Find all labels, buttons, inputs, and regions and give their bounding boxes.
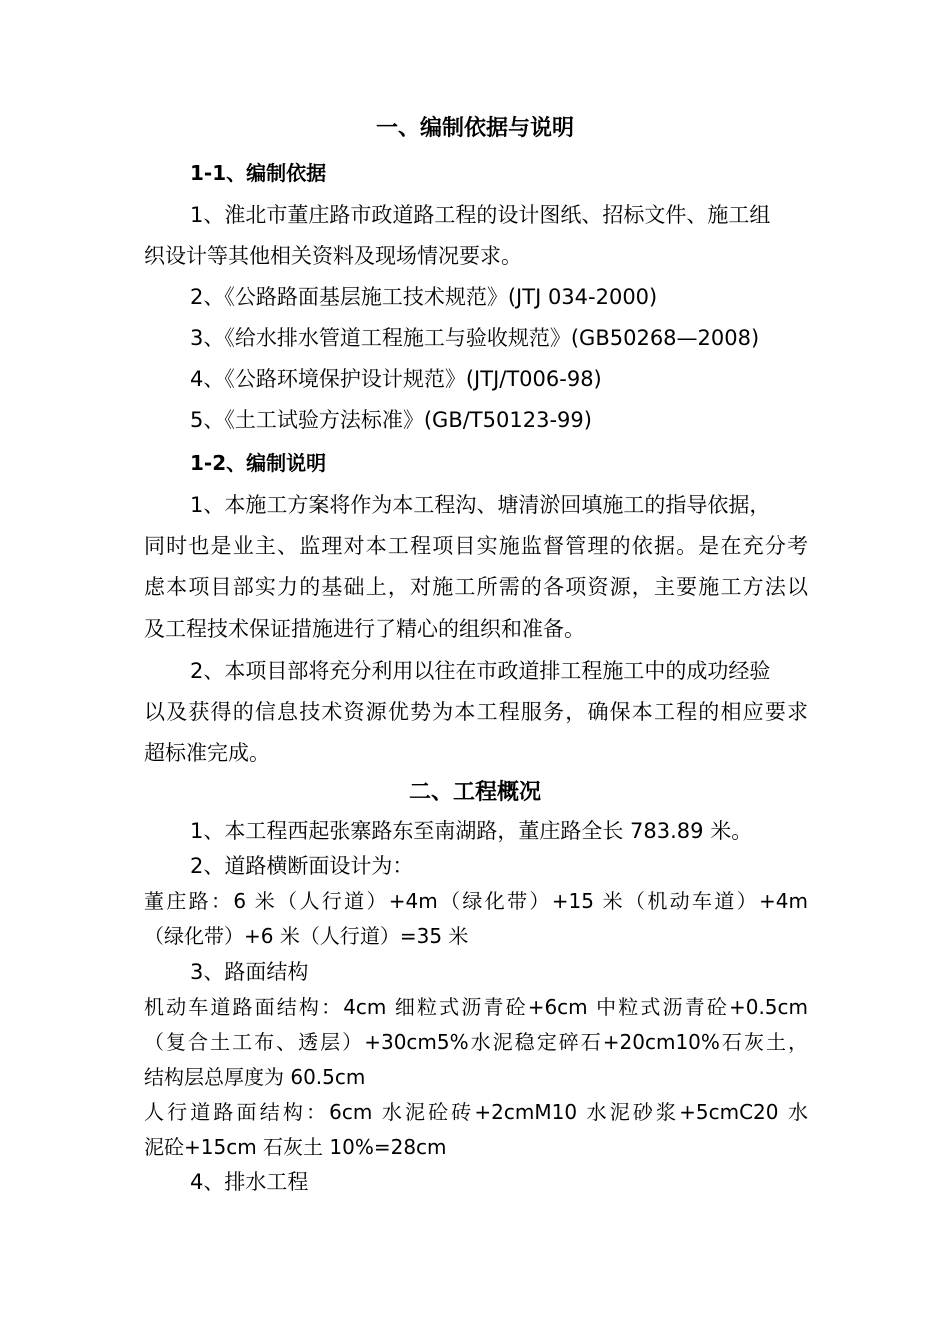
road-structure-line-2: （复合土工布、透层）+30cm5%水泥稳定碎石+20cm10%石灰土，: [144, 1030, 808, 1054]
note-2-line-1: 2、本项目部将充分利用以往在市政道排工程施工中的成功经验: [190, 659, 771, 683]
cross-section-line-1: 董庄路：6 米（人行道）+4m（绿化带）+15 米（机动车道）+4m: [144, 889, 808, 913]
overview-item-2: 2、道路横断面设计为：: [190, 854, 414, 878]
subheading-basis: 1-1、编制依据: [190, 161, 327, 185]
basis-item-3: 3、《给水排水管道工程施工与验收规范》(GB50268—2008): [190, 326, 760, 350]
note-1-line-2: 同时也是业主、监理对本工程项目实施监督管理的依据。是在充分考: [144, 534, 808, 558]
sidewalk-structure-line-2: 泥砼+15cm 石灰土 10%=28cm: [144, 1135, 447, 1159]
sidewalk-structure-line-1: 人行道路面结构：6cm 水泥砼砖+2cmM10 水泥砂浆+5cmC20 水: [144, 1100, 808, 1124]
basis-item-1-line-1: 1、淮北市董庄路市政道路工程的设计图纸、招标文件、施工组: [190, 203, 771, 227]
overview-item-4: 4、排水工程: [190, 1170, 309, 1194]
basis-item-2: 2、《公路路面基层施工技术规范》(JTJ 034-2000): [190, 285, 658, 309]
road-structure-line-3: 结构层总厚度为 60.5cm: [144, 1065, 366, 1089]
note-1-line-3: 虑本项目部实力的基础上，对施工所需的各项资源，主要施工方法以: [144, 575, 808, 599]
cross-section-line-2: （绿化带）+6 米（人行道）=35 米: [144, 924, 469, 948]
section-title-overview: 二、工程概况: [408, 780, 541, 805]
note-2-line-3: 超标准完成。: [144, 741, 270, 765]
basis-item-1-line-2: 织设计等其他相关资料及现场情况要求。: [144, 244, 522, 268]
subheading-notes: 1-2、编制说明: [190, 451, 327, 475]
section-title-basis: 一、编制依据与说明: [375, 116, 574, 141]
basis-item-4: 4、《公路环境保护设计规范》(JTJ/T006-98): [190, 367, 602, 391]
note-2-line-2: 以及获得的信息技术资源优势为本工程服务，确保本工程的相应要求: [144, 700, 808, 724]
overview-item-3: 3、路面结构: [190, 960, 309, 984]
overview-item-1: 1、本工程西起张寨路东至南湖路，董庄路全长 783.89 米。: [190, 819, 753, 843]
note-1-line-1: 1、本施工方案将作为本工程沟、塘清淤回填施工的指导依据，: [190, 493, 771, 517]
road-structure-line-1: 机动车道路面结构：4cm 细粒式沥青砼+6cm 中粒式沥青砼+0.5cm: [144, 995, 808, 1019]
basis-item-5: 5、《土工试验方法标准》(GB/T50123-99): [190, 408, 592, 432]
note-1-line-4: 及工程技术保证措施进行了精心的组织和准备。: [144, 617, 585, 641]
